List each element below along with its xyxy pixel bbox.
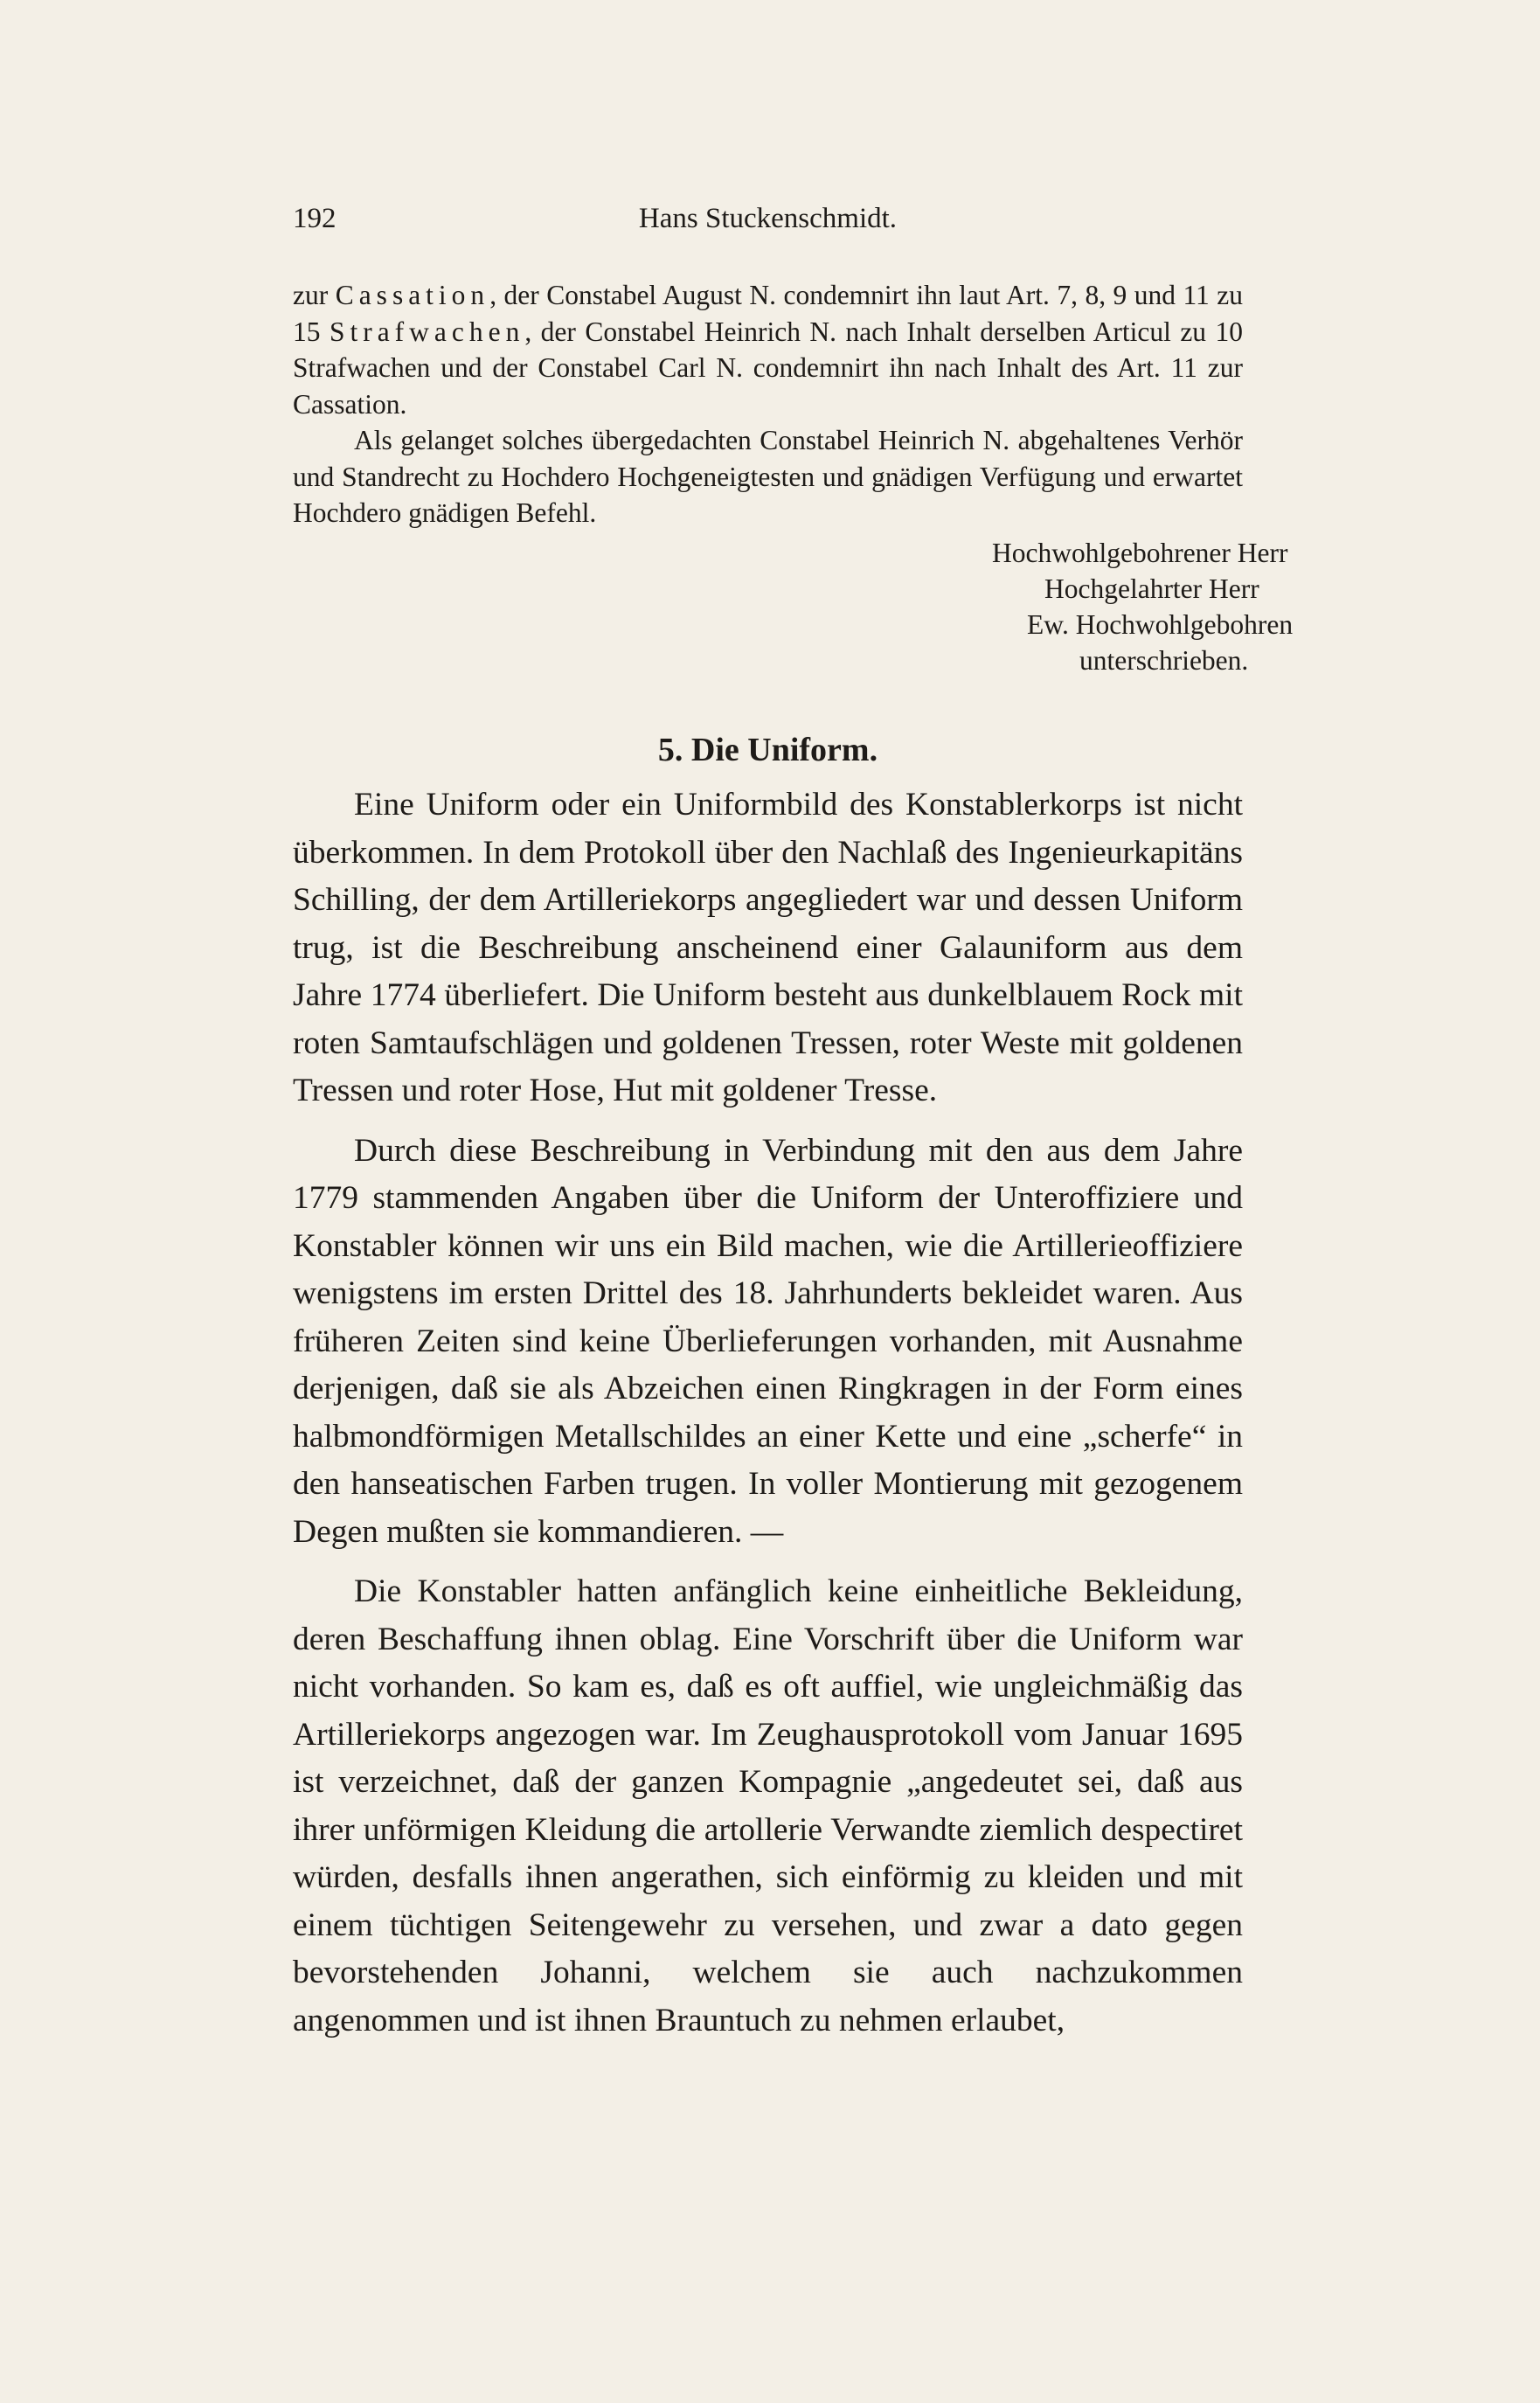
body-paragraph: Die Konstabler hatten anfänglich keine einheitliche Bekleidung, deren Beschaffung ihnen oblag. Eine Vorschrift über die Uniform war nicht vorhanden. So kam es, daß es oft auffiel, wie ungleichmäßig das Artilleriekorps angezogen war. Im Zeughausprotokoll vom Januar 1695 ist verzeichnet, daß der ganzen Kompagnie „angedeutet sei, daß aus ihrer unförmigen Kleidung die artollerie Verwandte ziemlich despectiret würden, desfalls ihnen angerathen, sich einförmig zu kleiden und mit einem tüchtigen Seitengewehr zu versehen, und zwar a dato gegen bevorstehenden Johanni, welchem sie auch nachzukommen angenommen und ist ihnen Brauntuch zu nehmen erlaubet, (293, 1573, 1243, 2038)
salutation-line: Hochgelahrter Herr (1044, 573, 1259, 604)
section-heading: 5. Die Uniform. (657, 732, 878, 768)
body-paragraph: Durch diese Beschreibung in Verbindung mit den aus dem Jahre 1779 stammenden Angaben über die Uniform der Unteroffiziere und Konstabler können wir uns ein Bild machen, wie die Artillerieoffiziere wenigstens im ersten Drittel des 18. Jahrhunderts bekleidet waren. Aus früheren Zeiten sind keine Überlieferungen vorhanden, mit Ausnahme derjenigen, daß sie als Abzeichen einen Ringkragen in der Form eines halbmondförmigen Metallschildes an einer Kette und eine „scherfe“ in den hanseatischen Farben trugen. In voller Montierung mit gezogenem Degen mußten sie kommandieren. — (293, 1132, 1243, 1550)
running-title: Hans Stuckenschmidt. (638, 203, 898, 234)
quoted-text-fragment: zur (293, 280, 336, 310)
spaced-word-strafwachen: Strafwachen (329, 316, 525, 347)
salutation-line: Ew. Hochwohlgebohren (1027, 609, 1294, 640)
closing-salutation (940, 535, 1377, 678)
quoted-text-fragment: , der Constabel Heinrich N. nach Inhalt derselben Articul zu 10 Strafwachen und der Constabel Carl N. condemnirt ihn nach Inhalt des Art. 11 zur Cassation. (293, 316, 1243, 420)
quoted-document-text (293, 277, 1243, 531)
page-header (293, 199, 1243, 238)
signature-note: unterschrieben. (1079, 645, 1249, 676)
spaced-word-cassation: Cassation (335, 280, 490, 310)
quoted-paragraph-2: Als gelanget solches übergedachten Constabel Heinrich N. abgehaltenes Verhör und Standrecht zu Hochdero Hochgeneigtesten und gnädigen Verfügung und erwartet Hochdero gnädigen Befehl. (293, 425, 1243, 528)
salutation-line: Hochwohlgebohrener Herr (992, 538, 1288, 568)
section-body (293, 781, 1243, 2057)
body-paragraph: Eine Uniform oder ein Uniformbild des Konstablerkorps ist nicht überkommen. In dem Protokoll über den Nachlaß des Ingenieurkapitäns Schilling, der dem Artilleriekorps angegliedert war und dessen Uniform trug, ist die Beschreibung anscheinend einer Galauniform aus dem Jahre 1774 überliefert. Die Uniform besteht aus dunkelblauem Rock mit roten Samtaufschlägen und goldenen Tressen, roter Weste mit goldenen Tressen und roter Hose, Hut mit goldener Tresse. (293, 787, 1243, 1108)
quoted-paragraph-1 (293, 277, 1243, 422)
quoted-text-fragment: , der Constabel August N. condemnirt ihn laut Art. 7, 8, 9 und 11 zu 15 (293, 280, 1243, 347)
page-number: 192 (293, 203, 336, 234)
